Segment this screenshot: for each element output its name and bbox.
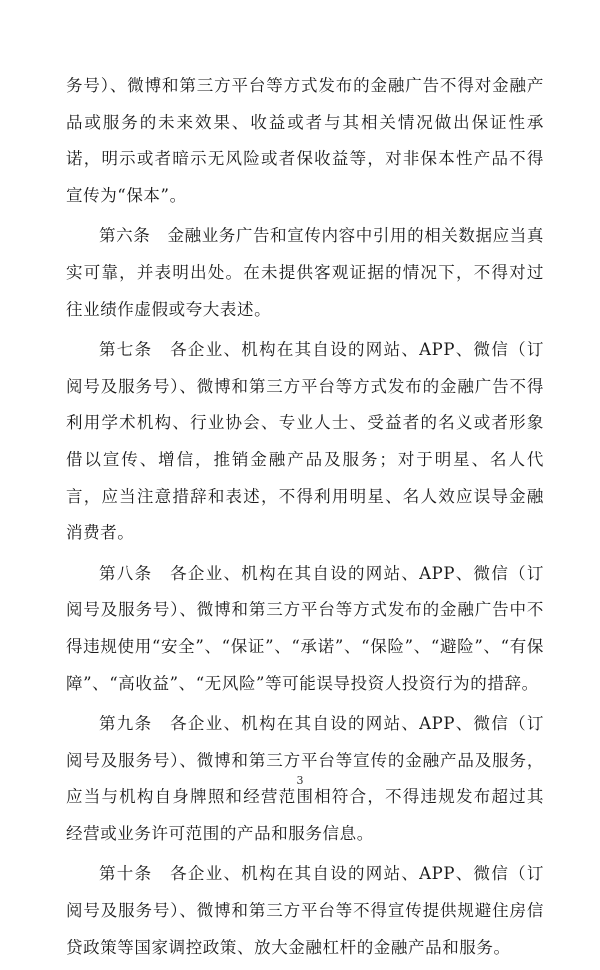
paragraph-article-7: 第七条 各企业、机构在其自设的网站、APP、微信（订阅号及服务号）、微博和第三方平台等方式发布的金融广告不得利用学术机构、行业协会、专业人士、受益者的名义或者形象借以宣传、增信，推销金融产品及服务；对于明星、名人代言，应当注意措辞和表述，不得利用明星、名人效应误导金融消费者。: [66, 340, 544, 543]
document-body: [66, 68, 544, 970]
paragraph-article-10: 第十条 各企业、机构在其自设的网站、APP、微信（订阅号及服务号）、微博和第三方平台等不得宣传提供规避住房信贷政策等国家调控政策、放大金融杠杆的金融产品和服务。: [66, 864, 544, 957]
paragraph-continuation: 务号）、微博和第三方平台等方式发布的金融广告不得对金融产品或服务的未来效果、收益或者与其相关情况做出保证性承诺，明示或者暗示无风险或者保收益等，对非保本性产品不得宣传为“保本”。: [66, 76, 544, 205]
paragraph-article-9: 第九条 各企业、机构在其自设的网站、APP、微信（订阅号及服务号）、微博和第三方平台等宣传的金融产品及服务，应当与机构自身牌照和经营范围相符合，不得违规发布超过其经营或业务许可范围的产品和服务信息。: [66, 714, 544, 843]
paragraph-article-8: 第八条 各企业、机构在其自设的网站、APP、微信（订阅号及服务号）、微博和第三方平台等方式发布的金融广告中不得违规使用“安全”、“保证”、“承诺”、“保险”、“避险”、“有保障”、“高收益”、“无风险”等可能误导投资人投资行为的措辞。: [66, 563, 544, 693]
paragraph-article-6: 第六条 金融业务广告和宣传内容中引用的相关数据应当真实可靠，并表明出处。在未提供客观证据的情况下，不得对过往业绩作虚假或夸大表述。: [66, 226, 544, 319]
page-number: 3: [296, 774, 304, 787]
